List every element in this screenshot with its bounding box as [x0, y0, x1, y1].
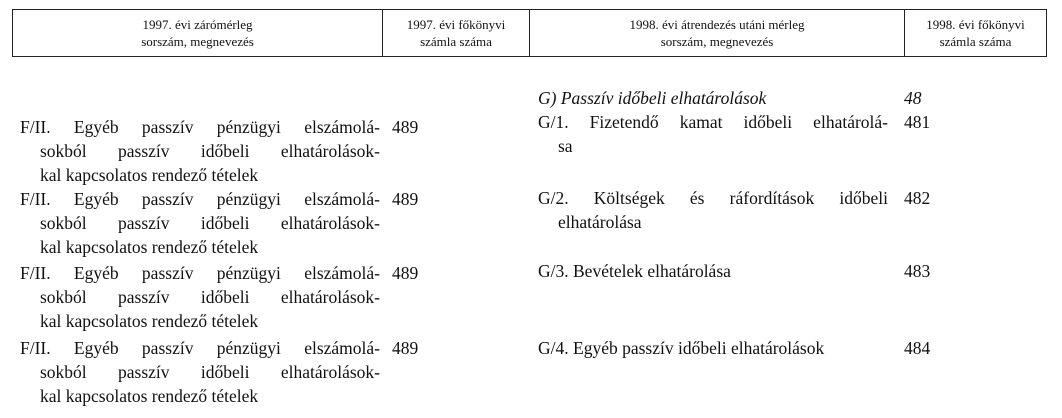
- header-text: 1998. évi átrendezés utáni mérleg: [629, 17, 805, 32]
- row-text-line: sokból passzív időbeli elhatárolások-: [40, 141, 380, 161]
- left-account-3: 489: [392, 263, 419, 283]
- right-heading: [538, 86, 888, 110]
- header-text: 1998. évi főkönyvi: [926, 17, 1025, 32]
- right-row-1: [538, 110, 888, 158]
- right-row-4: [538, 336, 888, 360]
- header-text: számla száma: [420, 34, 492, 49]
- left-account-2: 489: [392, 189, 419, 209]
- row-text-line: sokból passzív időbeli elhatárolások-: [40, 287, 380, 307]
- left-account-1: 489: [392, 117, 419, 137]
- right-account-2: 482: [904, 188, 931, 208]
- header-text: sorszám, megnevezés: [141, 34, 254, 49]
- header-table: [12, 9, 1047, 57]
- header-col-1998-name: [530, 10, 905, 57]
- left-row-4: [20, 336, 380, 408]
- row-text-line: G/2. Költségek és ráfordítások időbeli: [538, 188, 888, 208]
- header-col-1997-name: [13, 10, 383, 57]
- right-account-3: 483: [904, 261, 931, 281]
- row-text-line: F/II. Egyéb passzív pénzügyi elszámolá-: [20, 189, 380, 209]
- right-row-2: [538, 186, 888, 234]
- row-text-line: G) Passzív időbeli elhatárolások: [538, 88, 767, 108]
- right-row-3: [538, 259, 888, 283]
- left-row-3: [20, 261, 380, 333]
- header-col-1998-account: [905, 10, 1047, 57]
- row-text-line: sokból passzív időbeli elhatárolások-: [40, 213, 380, 233]
- right-account-4: 484: [904, 338, 931, 358]
- header-text: számla száma: [939, 34, 1012, 49]
- row-text-line: G/4. Egyéb passzív időbeli elhatárolások: [538, 338, 825, 358]
- row-text-line: kal kapcsolatos rendező tételek: [40, 165, 259, 185]
- row-text-line: sa: [558, 136, 573, 156]
- row-text-line: kal kapcsolatos rendező tételek: [40, 311, 259, 331]
- row-text-line: F/II. Egyéb passzív pénzügyi elszámolá-: [20, 263, 380, 283]
- row-text-line: sokból passzív időbeli elhatárolások-: [40, 362, 380, 382]
- header-text: 1997. évi zárómérleg: [142, 17, 253, 32]
- left-row-1: [20, 115, 380, 187]
- row-text-line: G/3. Bevételek elhatárolása: [538, 261, 731, 281]
- row-text-line: G/1. Fizetendő kamat időbeli elhatárolá-: [538, 112, 888, 132]
- left-row-2: [20, 187, 380, 259]
- row-text-line: elhatárolása: [558, 212, 642, 232]
- row-text-line: kal kapcsolatos rendező tételek: [40, 386, 259, 406]
- right-account-1: 481: [904, 112, 931, 132]
- header-col-1997-account: [383, 10, 530, 57]
- row-text-line: F/II. Egyéb passzív pénzügyi elszámolá-: [20, 117, 380, 137]
- left-account-4: 489: [392, 338, 419, 358]
- right-heading-account: 48: [904, 88, 922, 108]
- header-text: 1997. évi főkönyvi: [406, 17, 506, 32]
- row-text-line: kal kapcsolatos rendező tételek: [40, 237, 259, 257]
- row-text-line: F/II. Egyéb passzív pénzügyi elszámolá-: [20, 338, 380, 358]
- header-text: sorszám, megnevezés: [660, 34, 774, 49]
